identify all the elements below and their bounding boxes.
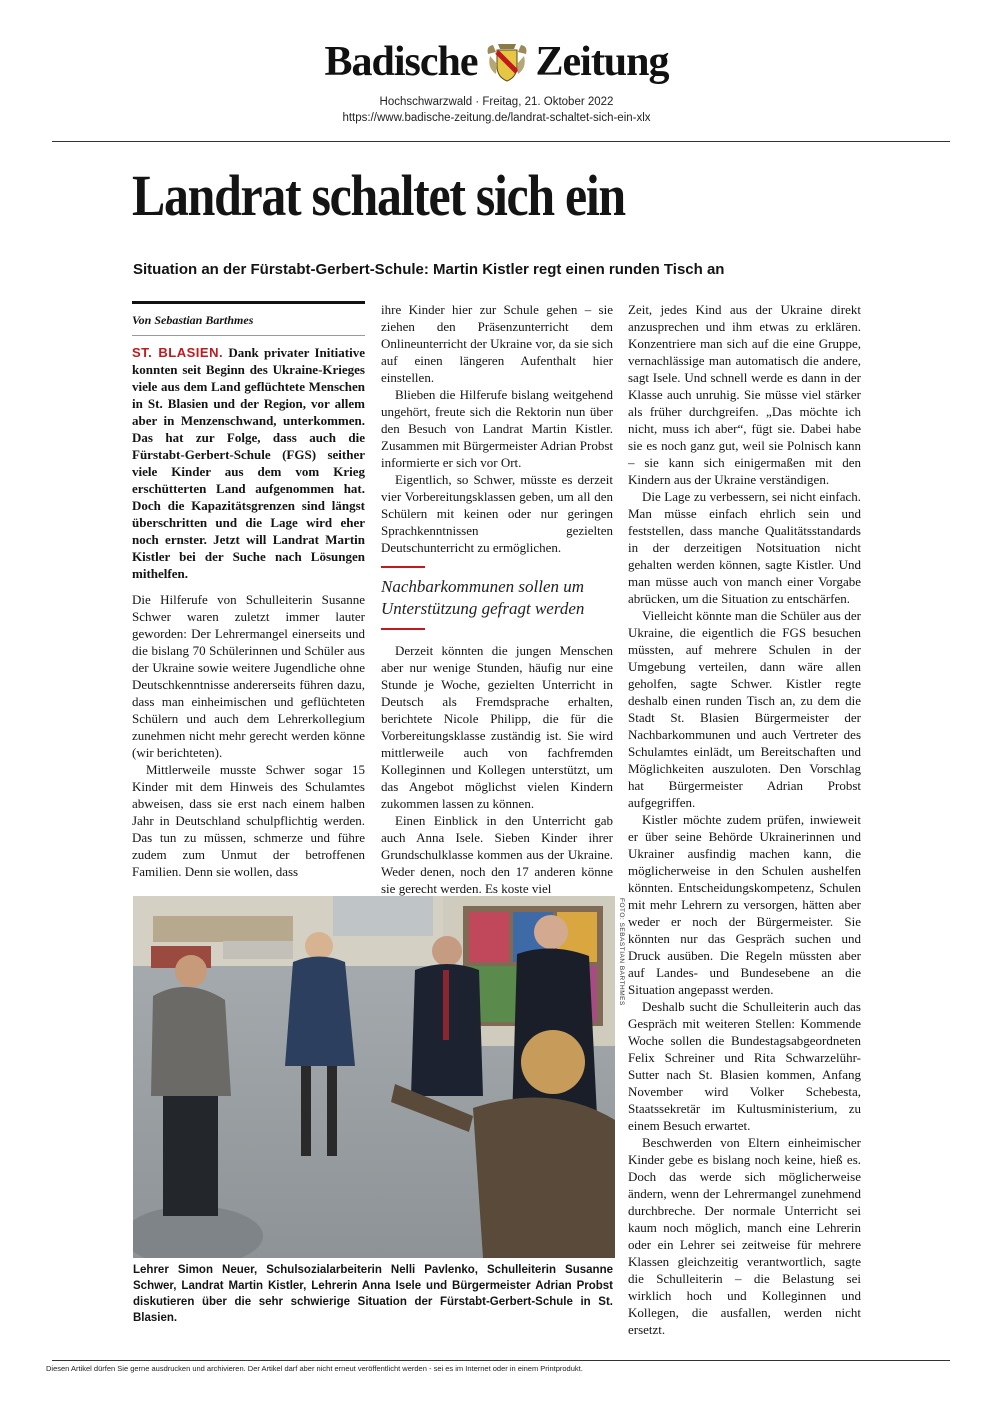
logo-word-right: Zeitung <box>535 39 669 85</box>
body-paragraph: Blieben die Hilferufe bislang weitgehend ungehört, freute sich die Rektorin nun über den Besuch von Landrat Martin Kistler. Zusammen mit Bürgermeister Adrian Probst informierte er sich vor Ort. <box>381 387 613 470</box>
body-paragraph: ihre Kinder hier zur Schule gehen – sie ziehen den Präsenzunterricht dem Onlineunterricht der Ukraine vor, da sie sich auf einen längeren Aufenthalt hier einstellen. <box>381 302 613 385</box>
lead-text: Dank privater Initiative konnten seit Beginn des Ukraine-Krieges viele aus dem Land geflüchtete Menschen in St. Blasien und der Region, vor allem aber in Menzenschwand, unterkommen. Das hat zur Folge, dass auch die Fürstabt-Gerbert-Schule (FGS) seither viele Kinder aus dem vom Krieg erschütterten Land aufgenommen hat. Doch die Kapazitätsgrenzen sind längst überschritten und die Lage wird eher noch ernster. Jetzt will Landrat Martin Kistler bei der Suche nach Lösungen mithelfen. <box>132 345 365 581</box>
newspaper-logo[interactable] <box>0 40 993 84</box>
body-paragraph: Die Lage zu verbessern, sei nicht einfach. Man müsse einfach ehrlich sein und feststellen, dass manche Qualitätsstandards in der derzeitigen Notsituation nicht gehalten werden können, sagte Kistler. Und man müsse auch von manch einer Vorgabe abrücken, um die Situation zu entschärfen. <box>628 489 861 606</box>
header-divider <box>52 141 950 142</box>
lead-paragraph <box>132 344 365 582</box>
photo-credit: FOTO: SEBASTIAN BARTHMES <box>618 898 625 1006</box>
body-paragraph: Zeit, jedes Kind aus der Ukraine direkt anzusprechen und ihm etwas zu erklären. Konzentriere man sich auf die eine Gruppe, vernachlässige man automatisch die andere, sagt Isele. Und schnell werde es dann in der Klasse auch unruhig. Sie müsse viel stärker als früher durchgreifen. „Das möchte ich nicht, muss ich aber“, fügt sie. Dabei habe sie es noch ganz gut, weil sie Polnisch kann – sie kann sich einigermaßen mit den Kindern aus der Ukraine verständigen. <box>628 302 861 487</box>
coat-of-arms-icon <box>484 40 530 84</box>
body-paragraph: Mittlerweile musste Schwer sogar 15 Kinder mit dem Hinweis des Schulamtes abweisen, dass sie erst nach einem halben Jahr in Deutschland schulpflichtig werden. Das tun zu müssen, schmerze und führe zudem zum Unmut der betroffenen Familien. Denn sie wollen, dass <box>132 762 365 879</box>
pull-quote-rule-bottom <box>381 628 425 630</box>
logo-word-left: Badische <box>324 39 478 85</box>
footer-divider <box>52 1360 950 1361</box>
photo-caption: Lehrer Simon Neuer, Schulsozialarbeiterin Nelli Pavlenko, Schulleiterin Susanne Schwer, Landrat Martin Kistler, Lehrerin Anna Isele und Bürgermeister Adrian Probst diskutieren über die sehr schwierige Situation der Fürstabt-Gerbert-Schule in St. Blasien. <box>133 1264 613 1324</box>
pull-quote <box>381 566 613 630</box>
article-column-3 <box>628 301 861 1338</box>
body-paragraph: Kistler möchte zudem prüfen, inwieweit er über seine Behörde Ukrainerinnen und Ukrainer ausfindig machen kann, die möglicherweise in den Schulen aushelfen könnten. Entscheidungskompetenz, Schulen mit mehr Lehrern zu versorgen, hätten aber weder er noch der Bürgermeister. Sie könnten nur das Gespräch suchen und Druck ausüben. Die Regeln müssten aber auf Landes- und Bundesebene an die Situation angepasst werden. <box>628 812 861 997</box>
body-paragraph: Deshalb sucht die Schulleiterin auch das Gespräch mit weiteren Stellen: Kommende Woche sollen die Bundestagsabgeordneten Felix Schreiner und Rita Schwarzelühr-Sutter nach St. Blasien kommen, Anfang November wird Volker Schebesta, Staatssekretär im Kultusministerium, zu einem Besuch erwartet. <box>628 999 861 1133</box>
pull-quote-text: Nachbarkommunen sollen um Unterstützung gefragt werden <box>381 577 585 618</box>
masthead <box>0 40 993 126</box>
article-subheadline: Situation an der Fürstabt-Gerbert-Schule: Martin Kistler regt einen runden Tisch an <box>133 261 725 278</box>
body-paragraph: Vielleicht könnte man die Schüler aus der Ukraine, die eigentlich die FGS besuchen müssten, auf mehrere Schulen in der Umgebung verteilen, dann wäre allen geholfen, sagte Schwer. Kistler regte deshalb einen runden Tisch an, zu dem die Stadt St. Blasien Bürgermeister der Nachbarkommunen und auch Vertreter des Schulamtes einlädt, um Bereitschaften und Möglichkeiten auszuloten. Den Vorschlag hat Bürgermeister Adrian Probst aufgegriffen. <box>628 608 861 810</box>
edition-date-line: Hochschwarzwald · Freitag, 21. Oktober 2022 <box>379 96 614 108</box>
author-byline: Von Sebastian Barthmes <box>132 313 365 336</box>
article-column-1 <box>132 301 365 880</box>
body-paragraph: Eigentlich, so Schwer, müsste es derzeit vier Vorbereitungsklassen geben, um all den Schülern mit keinen oder nur geringen Sprachkenntnissen gezielten Deutschunterricht zu ermöglichen. <box>381 472 613 555</box>
byline-rule <box>132 301 365 304</box>
reprint-notice: Diesen Artikel dürfen Sie gerne ausdrucken und archivieren. Der Artikel darf aber nicht erneut veröffentlicht werden - sei es im Internet oder in einem Printprodukt. <box>46 1364 583 1373</box>
article-headline: Landrat schaltet sich ein <box>132 163 625 228</box>
article-column-2 <box>381 301 613 897</box>
body-paragraph: Die Hilferufe von Schulleiterin Susanne Schwer waren zuletzt immer lauter geworden: Der Lehrermangel einerseits und die bislang 70 Schülerinnen und Schüler aus der Ukraine sowie weitere Jugendliche ohne Deutschkenntnisse andererseits führen dazu, dass man einheimischen und geflüchteten Schülern und auch dem Lehrerkollegium zunehmen nicht mehr gerecht werden könne (wir berichteten). <box>132 592 365 760</box>
body-paragraph: Derzeit könnten die jungen Menschen aber nur wenige Stunden, häufig nur eine Stunde je Woche, gezielten Unterricht in Deutsch als Fremdsprache erhalten, berichtete Nicole Philipp, die für die Vorbereitungsklasse zuständig ist. Sie wird mittlerweile auch von fachfremden Kolleginnen und Kollegen unterstützt, um das Angebot möglichst vielen Kindern zukommen lassen zu können. <box>381 643 613 811</box>
body-paragraph: Beschwerden von Eltern einheimischer Kinder gebe es bislang noch keine, hieß es. Doch das werde sich möglicherweise ändern, wenn der Lehrermangel zunehmend durchbreche. Der normale Unterricht sei kaum noch möglich, manch eine Lehrerin oder ein Lehrer sei zeitweise für mehrere Klassen gleichzeitig verantwortlich, sagte die Schulleiterin – die Belastung sei wirklich hoch und Kolleginnen und Kollegen, die ausfallen, werden nicht ersetzt. <box>628 1135 861 1337</box>
photo-illustration <box>133 896 615 1258</box>
article-url[interactable]: https://www.badische-zeitung.de/landrat-schaltet-sich-ein-xlx <box>342 112 651 124</box>
dateline: ST. BLASIEN. <box>132 345 224 360</box>
article-photo[interactable] <box>133 896 615 1258</box>
body-paragraph: Einen Einblick in den Unterricht gab auch Anna Isele. Sieben Kinder ihrer Grundschulklasse kommen aus der Ukraine. Weder denen, noch den 17 anderen könne sie gerecht werden. Es koste viel <box>381 813 613 896</box>
